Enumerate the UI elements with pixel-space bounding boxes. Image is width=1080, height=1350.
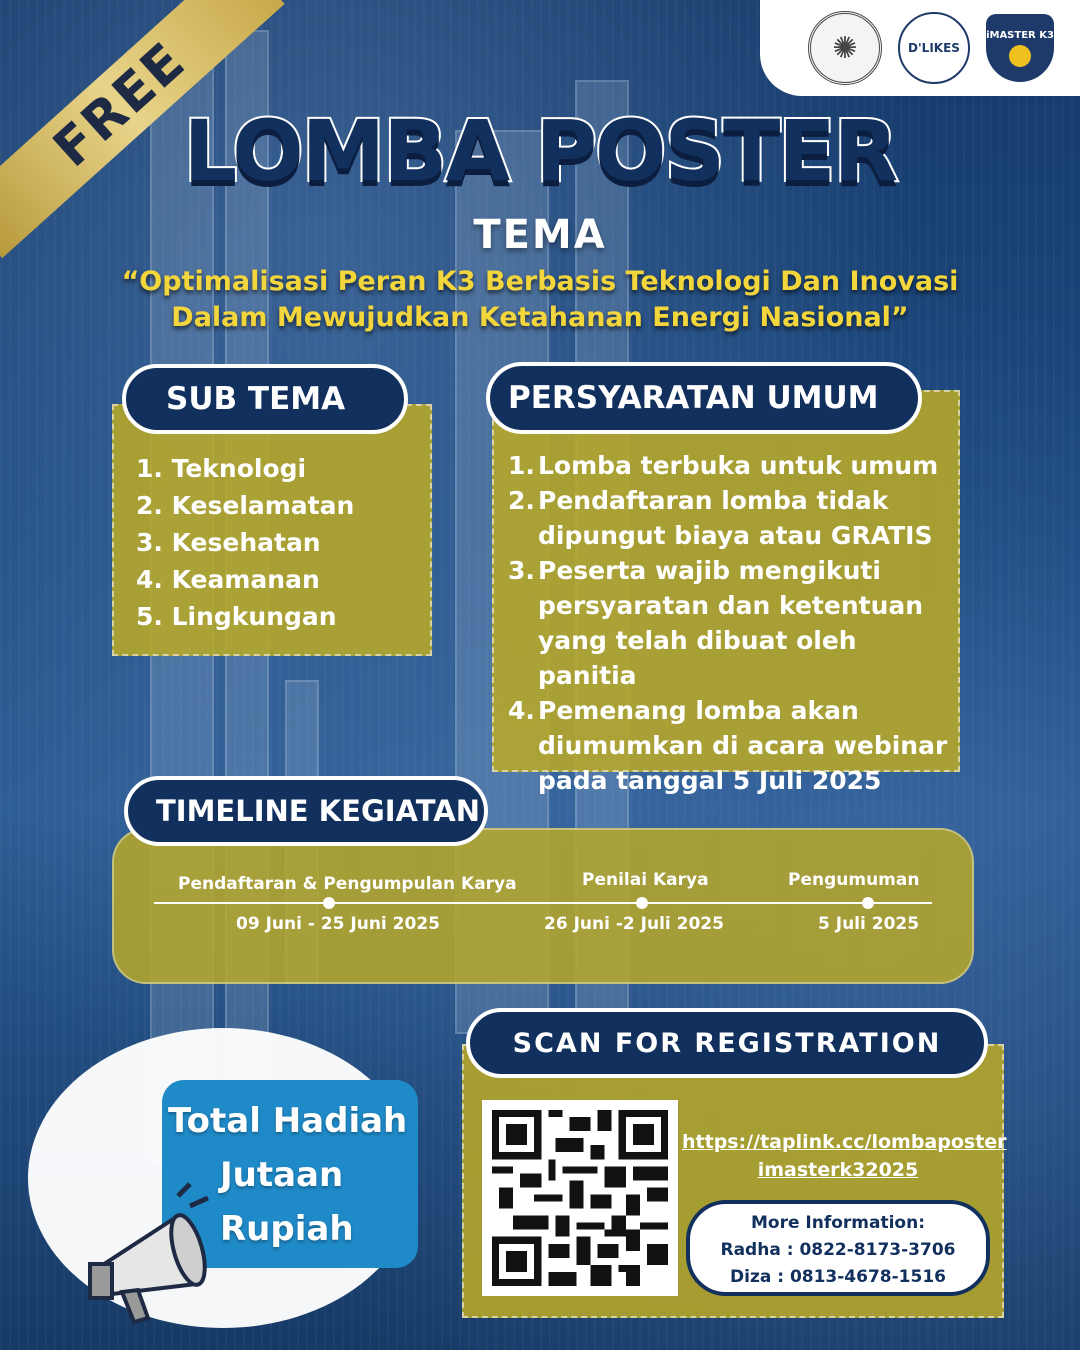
list-item: [508, 553, 948, 693]
timeline-label: Penilai Karya: [582, 870, 709, 890]
list-item: 1. Teknologi: [136, 454, 307, 483]
timeline-line: [154, 902, 932, 904]
list-number: 1.: [508, 451, 535, 480]
persyaratan-heading-text: PERSYARATAN UMUM: [508, 380, 879, 416]
registration-link-line2[interactable]: imasterk32025: [757, 1159, 919, 1181]
timeline-label: Pendaftaran & Pengumpulan Karya: [178, 874, 517, 894]
persyaratan-box: [492, 390, 960, 795]
dlikes-logo-icon: [898, 12, 970, 84]
university-emblem-icon: ✺: [808, 11, 882, 85]
more-information-box: [686, 1200, 990, 1296]
timeline-heading-text: TIMELINE KEGIATAN: [156, 794, 480, 828]
page-title: LOMBA POSTER: [183, 102, 897, 200]
logo-bar: [760, 0, 1080, 96]
list-text: Lomba terbuka untuk umum: [538, 451, 939, 480]
free-ribbon-text: FREE: [42, 30, 198, 180]
tema-label: TEMA: [473, 212, 607, 258]
contact-radha: Radha : 0822-8173-3706: [720, 1240, 956, 1260]
hadiah-line3: Rupiah: [220, 1209, 354, 1249]
sub-tema-heading-text: SUB TEMA: [166, 381, 346, 417]
timeline-dot: [862, 897, 874, 909]
hadiah-line1: Total Hadiah: [168, 1101, 408, 1141]
persyaratan-list: [508, 448, 948, 798]
timeline-date: 5 Juli 2025: [818, 914, 920, 934]
list-item: [508, 483, 948, 553]
list-item: 4. Keamanan: [136, 565, 320, 594]
qr-code-icon[interactable]: [482, 1100, 678, 1296]
list-item: 3. Kesehatan: [136, 528, 321, 557]
contact-diza: Diza : 0813-4678-1516: [730, 1267, 946, 1287]
timeline-date: 26 Juni -2 Juli 2025: [544, 914, 724, 934]
registration-link[interactable]: [682, 1128, 1007, 1184]
list-text: Pendaftaran lomba tidak dipungut biaya atau GRATIS: [538, 486, 933, 550]
registration-link-line1[interactable]: https://taplink.cc/lombaposter: [682, 1131, 1007, 1153]
list-item: [508, 693, 948, 798]
list-number: 4.: [508, 696, 535, 725]
timeline-date: 09 Juni - 25 Juni 2025: [236, 914, 440, 934]
timeline-dot: [636, 897, 648, 909]
megaphone-icon: [78, 1176, 228, 1326]
hadiah-line2: Jutaan: [220, 1155, 344, 1195]
list-text: Pemenang lomba akan diumumkan di acara webinar pada tanggal 5 Juli 2025: [538, 696, 948, 795]
info-title: More Information:: [750, 1213, 926, 1233]
timeline-dot: [323, 897, 335, 909]
list-item: 2. Keselamatan: [136, 491, 355, 520]
persyaratan-heading: [486, 362, 922, 434]
dlikes-logo-text: D'LIKES: [908, 41, 960, 55]
registration-heading: [466, 1008, 988, 1078]
sub-tema-box: [112, 404, 432, 656]
list-number: 3.: [508, 556, 535, 585]
list-item: [508, 448, 948, 483]
registration-heading-text: SCAN FOR REGISTRATION: [512, 1027, 942, 1059]
tema-quote: “Optimalisasi Peran K3 Berbasis Teknologi Dan Inovasi Dalam Mewujudkan Ketahanan Energi Nasional”: [121, 266, 959, 333]
sub-tema-list: [136, 450, 354, 635]
list-text: Peserta wajib mengikuti persyaratan dan ketentuan yang telah dibuat oleh panitia: [538, 556, 924, 690]
sub-tema-heading: [122, 364, 408, 434]
imaster-k3-shield-icon: [986, 14, 1054, 82]
imaster-logo-text: iMASTER K3: [986, 29, 1054, 41]
timeline-box: [112, 828, 974, 984]
timeline-heading: [124, 776, 488, 846]
timeline-label: Pengumuman: [788, 870, 920, 890]
list-number: 2.: [508, 486, 535, 515]
list-item: 5. Lingkungan: [136, 602, 337, 631]
